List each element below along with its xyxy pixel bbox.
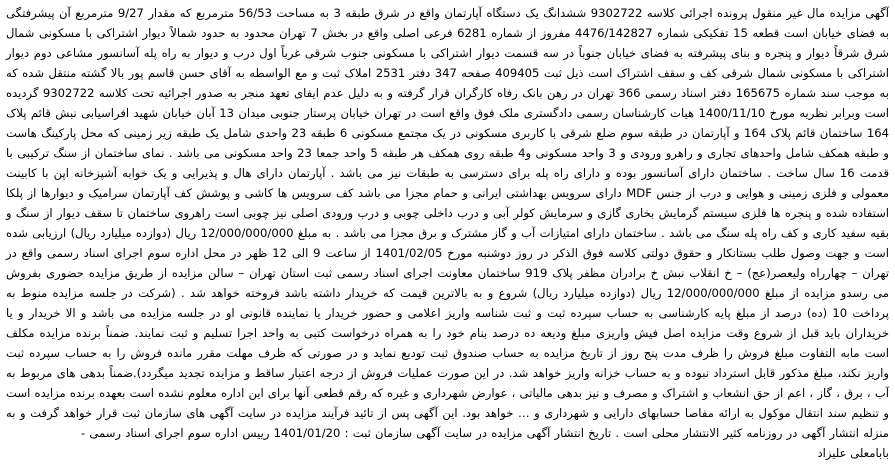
notice-signature: بابامعلی علیزاد <box>817 446 889 460</box>
notice-body-text: آگهی مزایده مال غیر منقول پرونده اجرائی کلاسه 9302722 ششدانگ یک دستگاه آپارتمان واقع در شرق طبقه 3 به مساحت 56/53 مترمربع که مقدار 9/27 مترمربع آن پیشرفتگی به فضای خیابان است قطعه 15 تفکیکی شماره 4476/142827 مفروز از شماره 6281 فرعی اصلی واقع در بخش 7 تهران محدود به حدود شمالاً دیوار اشتراکی با مسکونی شمال شرق شرقاً دیوار و پنجره و بنای پیشرفته به فضای خیابان جنوباً در سه قسمت دیوار اشتراکی با مسکونی جنوب شرقی غرباً اول درب و دیوار به راه پله آسانسور مشاعی دوم دیوار اشتراکی با مسکونی شمال شرقی کف و سقف اشتراک است ذیل ثبت 409405 صفحه 347 دفتر 2531 املاک ثبت و مع الواسطه به آقای حسن قاسم پور بالا گشته منتقل شده که به موجب سند شماره 165675 دفتر اسناد رسمی 366 تهران در رهن بانک رفاه کارگران قرار گرفته و به دلیل عدم ایفای تعهد منجر به صدور اجرائیه تحت کلاسه 9302722 گردیده است وبرابر نظریه مورخ 1400/11/10 هیات کارشناسان رسمی دادگستری ملک فوق واقع است در تهران خیابان پرستار جنوبی میدان 13 آبان خیابان شهید افراسیابی نبش قائم پلاک 164 ساختمان قائم پلاک 164 و آپارتمان در طبقه سوم ضلع شرقی با کاربری مسکونی در یک مجتمع مسکونی 6 طبقه 23 واحدی شامل یک طبقه زیر زمینی که محل پارکینگ هاست و طبقه همکف شامل واحدهای تجاری و راهرو ورودی و 3 واحد مسکونی و4 طبقه روی همکف هر طبقه 5 واحد جمعا 23 واحد مسکونی می باشد . نمای ساختمان از سنگ ترکیبی با قدمت 16 سال ساخت . ساختمان دارای آسانسور بوده و دارای راه پله برای دسترسی به طبقات نیز می باشد . آپارتمان دارای هال و پذیرایی و یک خوابه آشپزخانه اپن با کابینت معمولی و فلزی زمینی و هوایی و درب از جنس MDF دارای سرویس بهداشتی ایرانی و حمام مجزا می باشد کف سرویس ها کاشی و پوشش کف آپارتمان سرامیک و دیوارها از پلکا استفاده شده و پنجره ها فلزی سیستم گرمایش بخاری گازی و سرمایش کولر آبی و درب داخلی چوبی و درب ورودی اصلی نیز چوبی است راهروی ساختمان تا سقف دیوار از سنگ و بقیه سفید کاری و کف راه پله سنگ می باشد . ساختمان دارای امتیازات آب و گاز مشترک و برق مجزا می باشد . به مبلغ 12/000/000/000 ریال (دوازده میلیارد ریال) ارزیابی شده است و جهت وصول طلب بستانکار و حقوق دولتی کلاسه فوق الذکر در روز دوشنبه مورخ 1401/02/05 از ساعت 9 الی 12 ظهر در محل اداره سوم اجرای اسناد رسمی واقع در تهران – چهارراه ولیعصر(عج) – خ انقلاب نبش خ برادران مظفر پلاک 919 ساختمان معاونت اجرای اسناد رسمی ثبت استان تهران – سالن مزایده از طریق مزایده حضوری بفروش می رسدو مزایده از مبلغ 12/000/000/000 ریال (دوازده میلیارد ریال) شروع و به بالاترین قیمت که خریدار داشته باشد فروخته خواهد شد . (شرکت در جلسه مزایده منوط به پرداخت 10 (ده) درصد از مبلغ پایه کارشناسی به حساب سپرده ثبت و ثبت شناسه واریز اعلامی و حضور خریدار یا نماینده قانونی او در جلسه مزایده می باشد و الا خریدار و یا خریداران باید قبل از شروع وقت مزایده اصل فیش واریزی مبلغ ودیعه ده درصد بنام خود را به همراه درخواست کتبی به واحد اجرا تسلیم و ثبت نمایند. ضمناً برنده مزایده مکلف است مابه التفاوت مبلغ فروش را ظرف مدت پنج روز از تاریخ مزایده به حساب صندوق ثبت تودیع نماید و در صورتی که ظرف مهلت مقرر مانده فروش را به حساب سپرده ثبت واریز نکند، مبلغ مذکور قابل استرداد نبوده و به حساب خزانه واریز خواهد شد. در این صورت عملیات فروش از درجه اعتبار ساقط و مزایده تجدید میگردد).ضمناً بدهی های مربوط به آب ، برق ، گاز ، اعم از حق انشعاب و اشتراک و مصرف و نیز بدهی مالیاتی ، عوارض شهرداری و غیره که رقم قطعی آنها برای این اداره معلوم نشده است بعهده برنده مزایده است و تنظیم سند انتقال موکول به ارائه مفاصا حسابهای دارایی و شهرداری و … خواهد بود. این آگهی پس از تائید فرآیند مزایده در سایت آگهی های سازمان ثبت قرار خواهد گرفت و به منزله انتشار آگهی در روزنامه کثیر الانتشار محلی است . تاریخ انتشار آگهی مزایده در سایت آگهی سازمان ثبت : 1401/01/20 رییس اداره سوم اجرای اسناد رسمی - <box>5 6 890 440</box>
